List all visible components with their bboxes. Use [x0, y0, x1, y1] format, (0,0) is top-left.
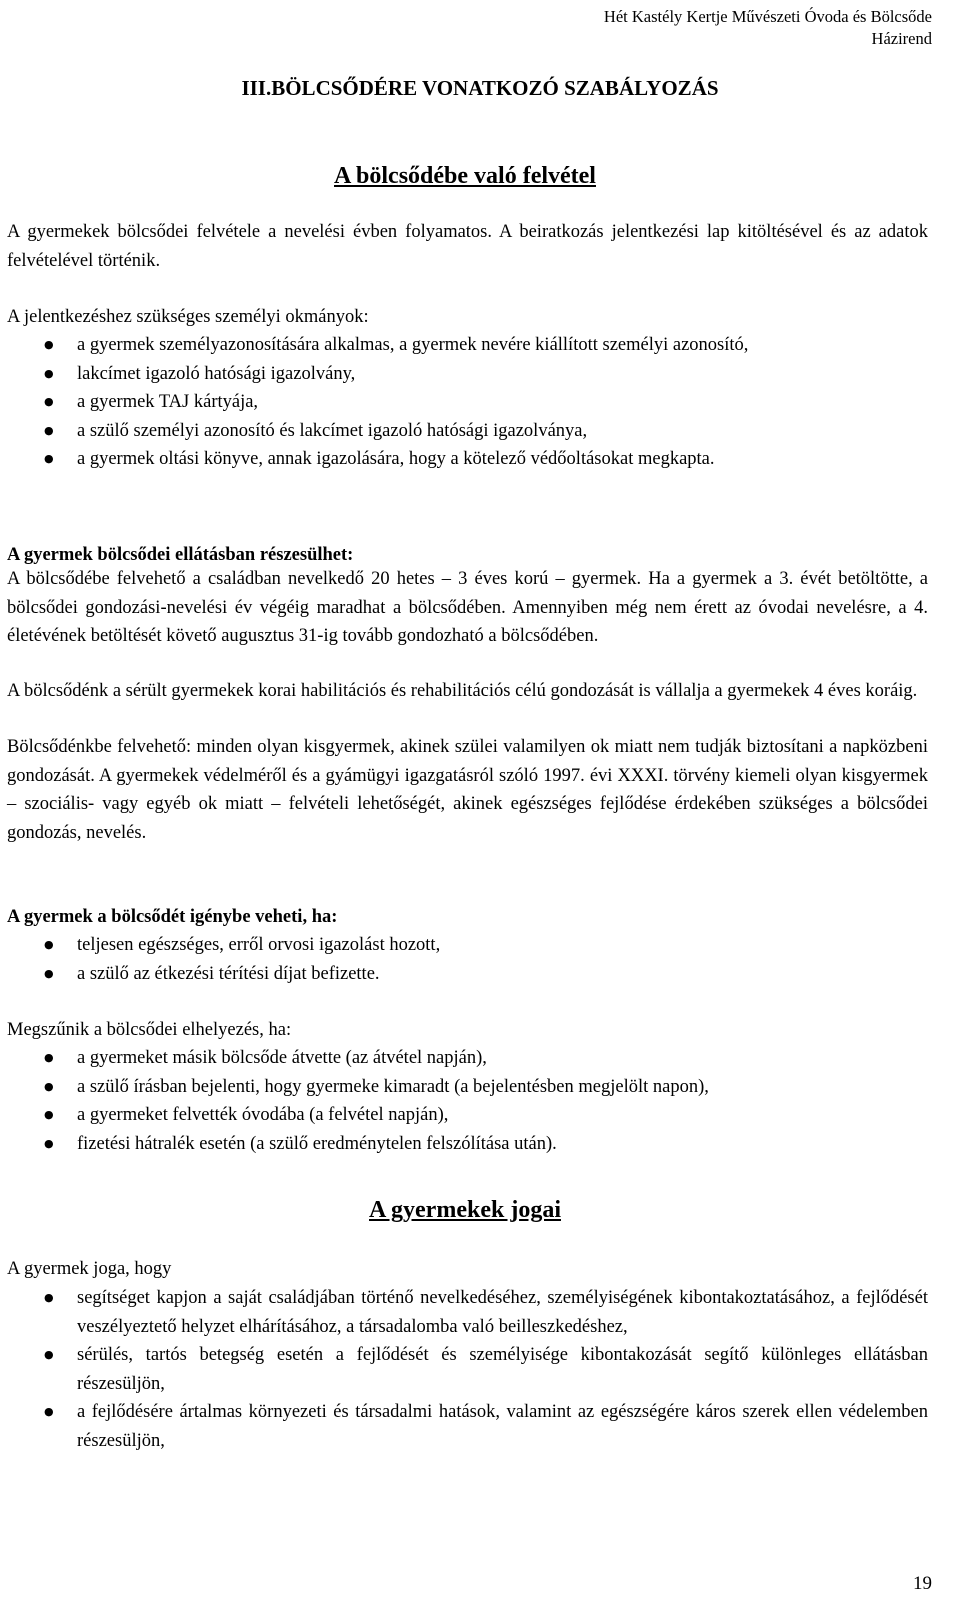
documents-heading: A jelentkezéshez szükséges személyi okmányok:: [7, 307, 369, 327]
eligibility-paragraph-3: Bölcsődénkbe felvehető: minden olyan kisgyermek, akinek szülei valamilyen ok miatt nem tudják biztosítani a napközbeni gondozását. A gyermekek védelméről és a gyámügyi igazgatásról szóló 1997. évi XXXI. törvény kiemeli olyan kisgyermek – szociális- vagy egyéb ok miatt – felvételi lehetőségét, akinek egészséges fejlődése érdekében szükséges a bölcsődei gondozás, nevelés.: [7, 737, 928, 843]
list-item: ● a szülő írásban bejelenti, hogy gyermeke kimaradt (a bejelentésben megjelölt napon),: [0, 1073, 928, 1102]
list-item: ● fizetési hátralék esetén (a szülő eredménytelen felszólítása után).: [0, 1130, 928, 1159]
eligibility-paragraph-2: A bölcsődénk a sérült gyermekek korai habilitációs és rehabilitációs célú gondozását is vállalja a gyermekek 4 éves koráig.: [7, 681, 918, 701]
rights-list: [0, 1284, 928, 1455]
list-item: ● a gyermek TAJ kártyája,: [0, 388, 928, 417]
list-item: ● lakcímet igazoló hatósági igazolvány,: [0, 360, 928, 389]
header-organization: Hét Kastély Kertje Művészeti Óvoda és Bölcsőde: [603, 7, 932, 26]
eligibility-paragraph-1: A bölcsődébe felvehető a családban nevelkedő 20 hetes – 3 éves korú – gyermek. Ha a gyermek a 3. évét betöltötte, a bölcsődei gondozási-nevelési év végéig maradhat a bölcsődében. Amennyiben még nem érett az óvodai nevelésre, a 4. életévének betöltését követő augusztus 31-ig tovább gondozható a bölcsődében.: [7, 569, 928, 646]
use-conditions-list: [0, 931, 928, 988]
admission-title: A bölcsődébe való felvétel: [334, 163, 596, 189]
list-item: ● a fejlődésére ártalmas környezeti és társadalmi hatások, valamint az egészségére káros szerek ellen védelemben részesüljön,: [0, 1398, 928, 1455]
list-item: ● a szülő személyi azonosító és lakcímet igazoló hatósági igazolványa,: [0, 417, 928, 446]
termination-heading: Megszűnik a bölcsődei elhelyezés, ha:: [7, 1020, 292, 1040]
rights-intro: A gyermek joga, hogy: [7, 1259, 172, 1279]
page-number: 19: [913, 1573, 932, 1594]
list-item: ● a gyermeket másik bölcsőde átvette (az átvétel napján),: [0, 1044, 928, 1073]
use-heading: A gyermek a bölcsődét igénybe veheti, ha:: [7, 907, 338, 927]
list-item: ● segítséget kapjon a saját családjában történő nevelkedéséhez, személyiségének kibontakoztatásához, a fejlődését veszélyeztető helyzet elhárításához, a társadalomba való beilleszkedéshez,: [0, 1284, 928, 1341]
rights-title: A gyermekek jogai: [369, 1197, 561, 1223]
section-title: III.BÖLCSŐDÉRE VONATKOZÓ SZABÁLYOZÁS: [241, 76, 719, 100]
list-item: ● a gyermek személyazonosítására alkalmas, a gyermek nevére kiállított személyi azonosító,: [0, 331, 928, 360]
list-item: ● sérülés, tartós betegség esetén a fejlődését és személyisége kibontakozását segítő különleges ellátásban részesüljön,: [0, 1341, 928, 1398]
termination-list: [0, 1044, 928, 1158]
eligibility-heading: A gyermek bölcsődei ellátásban részesülhet:: [7, 545, 354, 565]
list-item: ● a gyermek oltási könyve, annak igazolására, hogy a kötelező védőoltásokat megkapta.: [0, 445, 928, 474]
list-item: ● teljesen egészséges, erről orvosi igazolást hozott,: [0, 931, 928, 960]
list-item: ● a gyermeket felvették óvodába (a felvétel napján),: [0, 1101, 928, 1130]
list-item: ● a szülő az étkezési térítési díjat befizette.: [0, 960, 928, 989]
header-document-title: Házirend: [871, 29, 932, 48]
documents-list: [0, 331, 928, 474]
admission-intro: A gyermekek bölcsődei felvétele a nevelési évben folyamatos. A beiratkozás jelentkezési lap kitöltésével és az adatok felvételével történik.: [7, 222, 928, 271]
